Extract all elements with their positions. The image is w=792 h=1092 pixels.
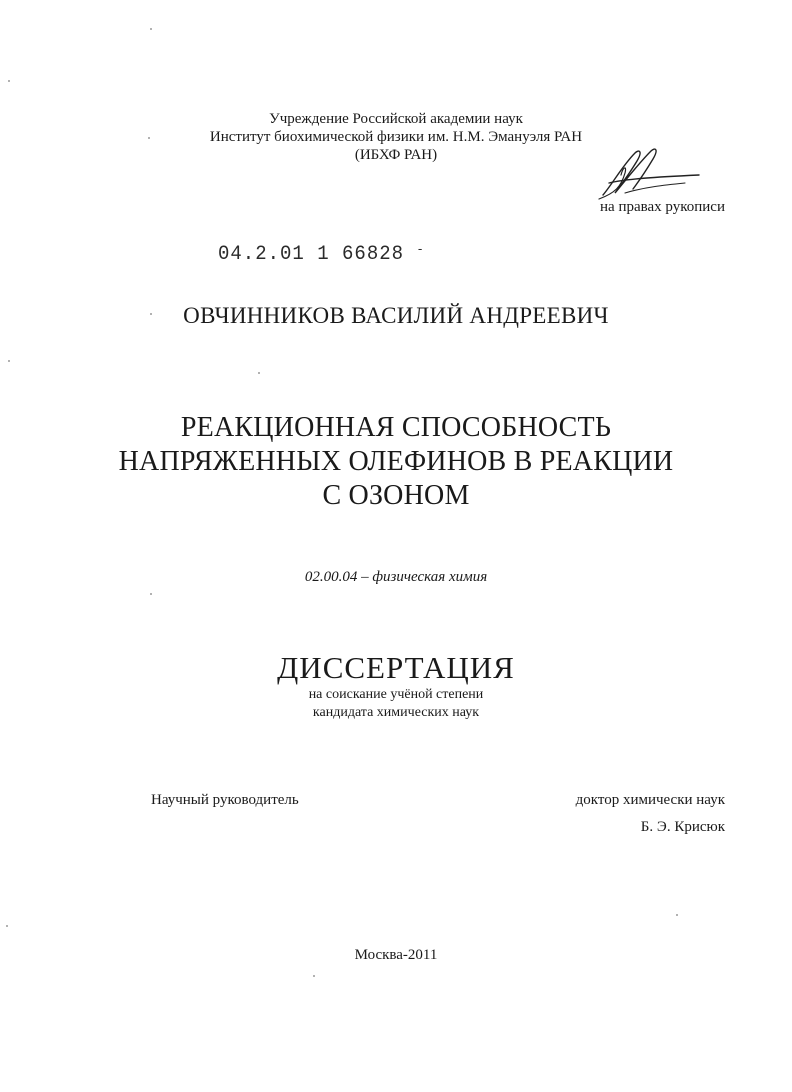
- manuscript-note: на правах рукописи: [600, 199, 725, 215]
- handwritten-signature: [595, 143, 705, 203]
- archive-mark: -: [416, 242, 425, 258]
- institution-line-2: Институт биохимической физики им. Н.М. Эмануэля РАН: [209, 129, 583, 145]
- scan-speck: [6, 925, 8, 927]
- thesis-heading: ДИССЕРТАЦИЯ: [277, 650, 515, 685]
- scan-speck: [150, 593, 152, 595]
- specialty-code: 02.00.04 – физическая химия: [304, 569, 488, 585]
- scan-speck: [150, 28, 152, 30]
- archive-code: 04.2.01 1 66828: [218, 242, 405, 266]
- degree-line-1: на соискание учёной степени: [308, 687, 484, 702]
- scan-speck: [258, 372, 260, 374]
- scan-speck: [148, 137, 150, 139]
- title-line-1: РЕАКЦИОННАЯ СПОСОБНОСТЬ: [180, 412, 612, 443]
- scan-speck: [8, 80, 10, 82]
- supervisor-label: Научный руководитель: [151, 792, 299, 808]
- scan-speck: [313, 975, 315, 977]
- scan-speck: [150, 313, 152, 315]
- archive-stamp: [218, 242, 425, 265]
- supervisor-degree: доктор химически наук: [575, 792, 725, 808]
- title-line-2: НАПРЯЖЕННЫХ ОЛЕФИНОВ В РЕАКЦИИ: [118, 446, 674, 477]
- title-line-3: С ОЗОНОМ: [322, 480, 470, 511]
- degree-line-2: кандидата химических наук: [312, 705, 480, 720]
- supervisor-name: Б. Э. Крисюк: [640, 819, 725, 835]
- institution-line-1: Учреждение Российской академии наук: [269, 111, 523, 127]
- author-name: ОВЧИННИКОВ ВАСИЛИЙ АНДРЕЕВИЧ: [183, 303, 609, 328]
- scan-speck: [676, 914, 678, 916]
- institution-abbreviation: (ИБХФ РАН): [354, 147, 438, 163]
- scan-speck: [8, 360, 10, 362]
- city-year: Москва-2011: [354, 947, 438, 963]
